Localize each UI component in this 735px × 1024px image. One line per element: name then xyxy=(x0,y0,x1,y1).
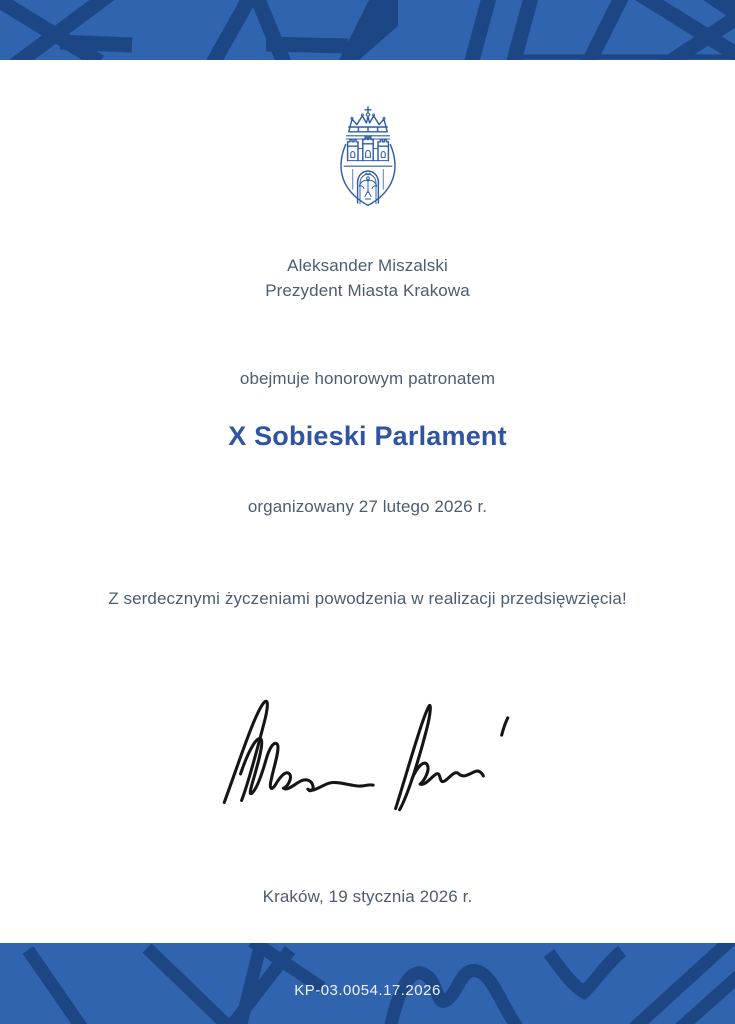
event-title: X Sobieski Parlament xyxy=(228,421,507,451)
krakow-coat-of-arms-icon xyxy=(328,106,408,212)
patronage-line: obejmuje honorowym patronatem xyxy=(239,369,496,388)
top-decorative-band xyxy=(0,0,735,60)
signatory-name: Aleksander Miszalski xyxy=(287,256,448,275)
wishes-line: Z serdecznymi życzeniami powodzenia w realizacji przedsięwzięcia! xyxy=(108,589,627,608)
top-band-pattern-icon xyxy=(0,0,735,60)
signatory-role: Prezydent Miasta Krakowa xyxy=(265,281,470,300)
handwritten-signature xyxy=(212,694,518,812)
event-date-line: organizowany 27 lutego 2026 r. xyxy=(247,497,488,516)
reference-number: KP-03.0054.17.2026 xyxy=(294,982,441,999)
bottom-decorative-band xyxy=(0,943,735,1024)
place-date-line: Kraków, 19 stycznia 2026 r. xyxy=(262,887,473,906)
